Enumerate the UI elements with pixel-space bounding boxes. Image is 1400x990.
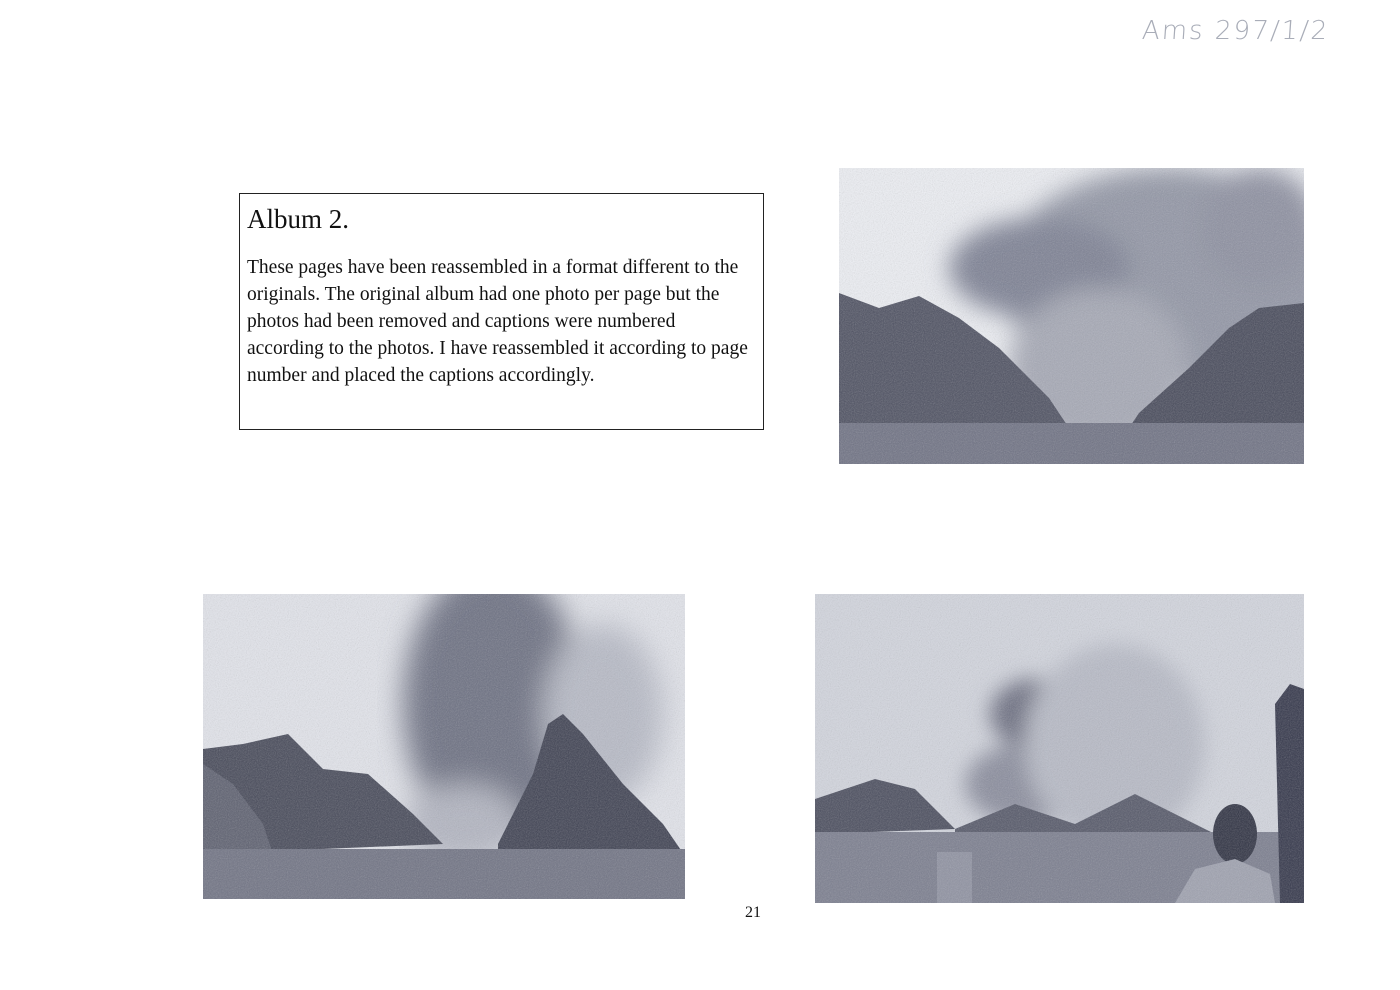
eruption-photo-image — [203, 594, 685, 899]
photo-eruption-from-boat — [815, 594, 1304, 903]
photo-eruption-valley — [839, 168, 1304, 464]
album-title: Album 2. — [247, 204, 350, 234]
handwritten-reference: Ams 297/1/2 — [1140, 16, 1331, 46]
album-description: These pages have been reassembled in a format different to the originals. The original album had one photo per page but the photos had been removed and captions were numbered according to the photos. I have reassembled it according to page number and placed the captions accordingly. — [247, 257, 748, 386]
page-number: 21 — [745, 904, 761, 921]
eruption-photo-image — [839, 168, 1304, 464]
photo-eruption-peak — [203, 594, 685, 899]
album-intro-box — [239, 193, 764, 430]
eruption-photo-image — [815, 594, 1304, 903]
